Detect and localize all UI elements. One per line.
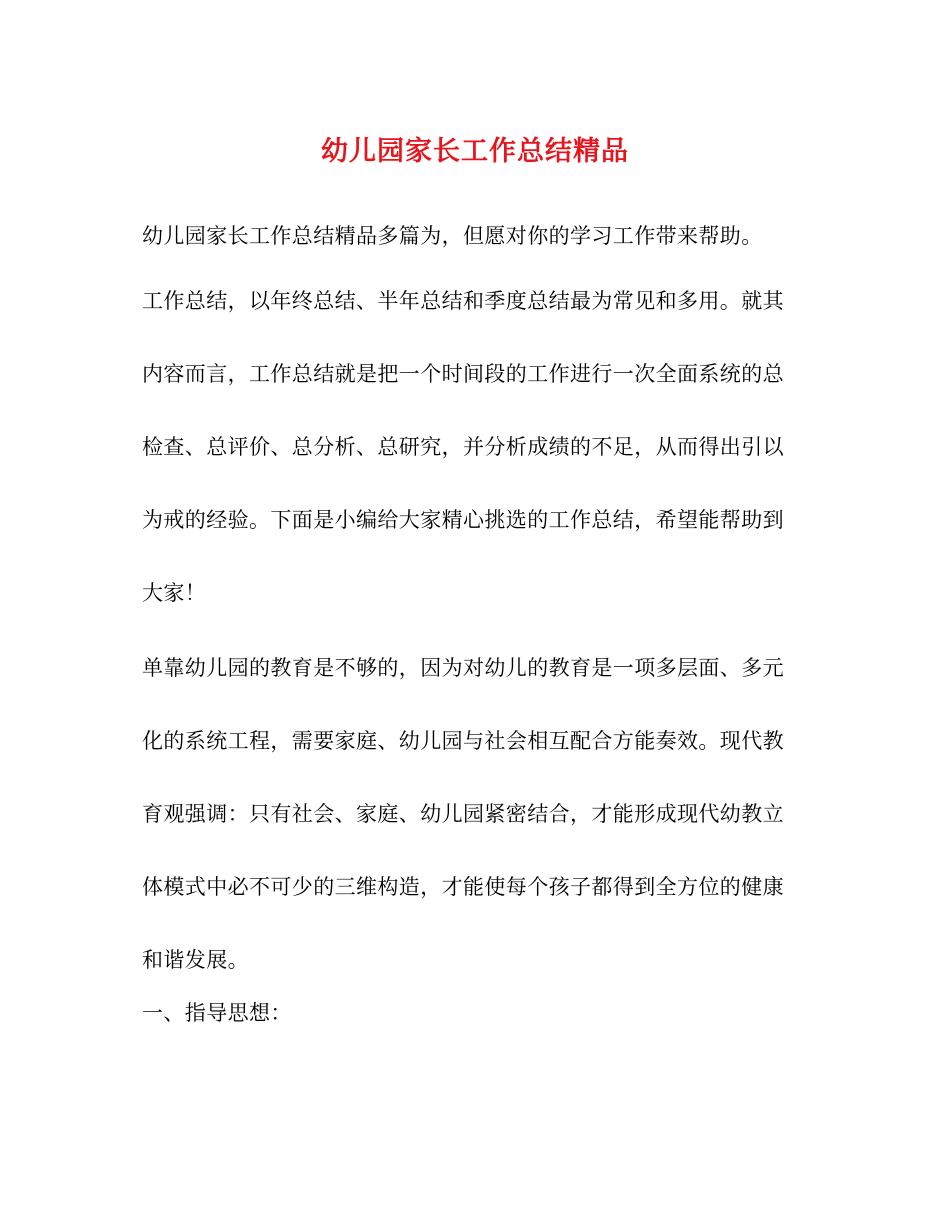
body-paragraph-work-summary: 工作总结，以年终总结、半年总结和季度总结最为常见和多用。就其内容而言，工作总结就是把一个时间段的工作进行一次全面系统的总检查、总评价、总分析、总研究，并分析成绩的不足，从而得出引以为戒的经验。下面是小编给大家精心挑选的工作总结，希望能帮助到大家！ [142,289,784,605]
section-heading-guiding-ideology: 一、指导思想： [142,1001,292,1025]
document-title: 幼儿园家长工作总结精品 [321,136,629,167]
intro-paragraph: 幼儿园家长工作总结精品多篇为，但愿对你的学习工作带来帮助。 [142,224,763,248]
body-paragraph-kindergarten-education: 单靠幼儿园的教育是不够的，因为对幼儿的教育是一项多层面、多元化的系统工程，需要家庭、幼儿园与社会相互配合方能奏效。现代教育观强调：只有社会、家庭、幼儿园紧密结合，才能形成现代幼教立体模式中必不可少的三维构造，才能使每个孩子都得到全方位的健康和谐发展。 [142,656,784,972]
